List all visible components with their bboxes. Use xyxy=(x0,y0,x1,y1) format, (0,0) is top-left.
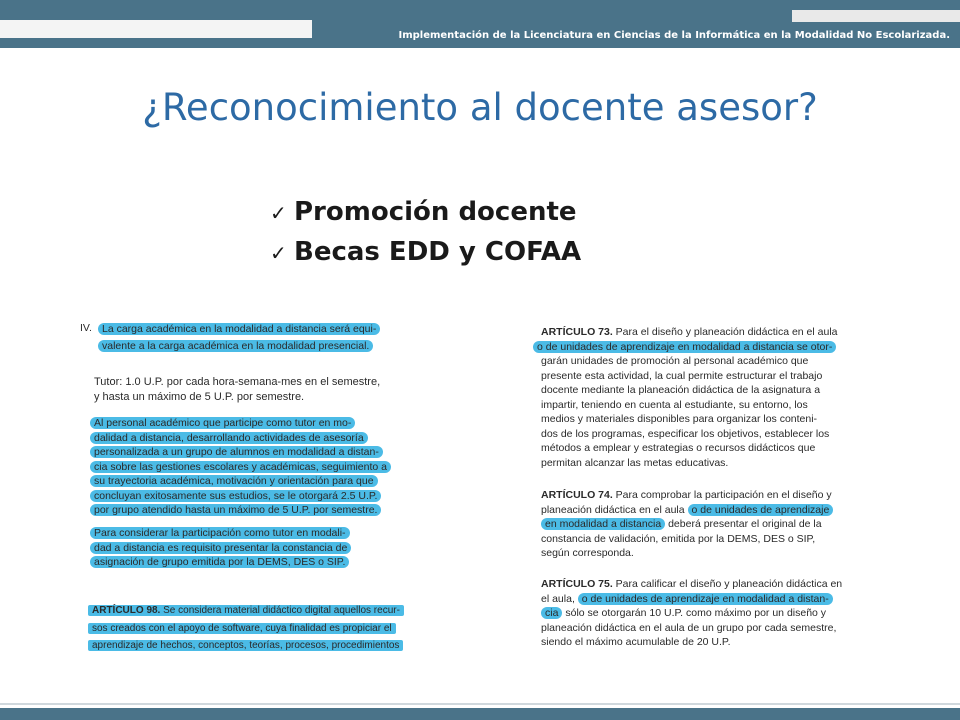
highlighted-line: personalizada a un grupo de alumnos en modalidad a distan- xyxy=(90,446,383,458)
footer-line xyxy=(0,703,960,705)
text-span: el aula, xyxy=(541,592,578,605)
highlighted-line: concluyan exitosamente sus estudios, se le otorgará 2.5 U.P. xyxy=(90,490,381,502)
text-line: permitan alcanzar las metas educativas. xyxy=(541,456,729,469)
highlighted-line: dalidad a distancia, desarrollando actividades de asesoría xyxy=(90,432,368,444)
text-span: Se considera material didáctico digital aquellos recur- xyxy=(160,605,400,616)
banner-accent-right xyxy=(792,10,960,22)
article-label: ARTÍCULO 74. xyxy=(541,489,613,501)
highlighted-line xyxy=(88,605,404,616)
article-label: ARTÍCULO 75. xyxy=(541,578,613,590)
highlighted-line: por grupo atendido hasta un máximo de 5 U.P. por semestre. xyxy=(90,504,381,516)
text-line: medios y materiales disponibles para organizar los conteni- xyxy=(541,413,818,425)
highlighted-line: cia sobre las gestiones escolares y académicas, seguimiento a xyxy=(90,461,391,473)
highlighted-span: cia xyxy=(541,607,562,619)
left-block-1 xyxy=(98,322,380,353)
highlighted-line: o de unidades de aprendizaje en modalidad a distancia se otor- xyxy=(533,341,836,353)
header-text: Implementación de la Licenciatura en Ciencias de la Informática en la Modalidad No Escolarizada. xyxy=(398,30,950,41)
highlighted-line: su trayectoria académica, motivación y orientación para que xyxy=(90,475,378,487)
roman-numeral: IV. xyxy=(80,322,92,334)
highlighted-line: La carga académica en la modalidad a distancia será equi- xyxy=(98,323,380,335)
text-span: planeación didáctica en el aula xyxy=(541,503,688,516)
footer-band xyxy=(0,708,960,720)
article-98 xyxy=(88,604,404,654)
article-75 xyxy=(541,577,842,650)
article-74 xyxy=(541,488,833,561)
text-line: métodos a emplear y estrategias o recursos didácticos que xyxy=(541,442,816,454)
text-span: Para calificar el diseño y planeación didáctica en xyxy=(612,578,843,590)
text-span: sólo se otorgarán 10 U.P. como máximo por un diseño y xyxy=(562,607,827,619)
slide-title: ¿Reconocimiento al docente asesor? xyxy=(142,86,818,129)
highlighted-line: Para considerar la participación como tutor en modali- xyxy=(90,527,350,539)
highlighted-line: asignación de grupo emitida por la DEMS, DES o SIP. xyxy=(90,556,349,568)
text-line: siendo el máximo acumulable de 20 U.P. xyxy=(541,636,731,648)
left-block-2 xyxy=(90,416,391,518)
text-line: constancia de validación, emitida por la DEMS, DES o SIP, xyxy=(541,532,816,545)
highlighted-line: valente a la carga académica en la modalidad presencial. xyxy=(98,340,373,352)
text-span: deberá presentar el original de la xyxy=(665,518,822,530)
highlighted-span: o de unidades de aprendizaje en modalidad a distan- xyxy=(578,593,833,605)
text-line: y hasta un máximo de 5 U.P. por semestre. xyxy=(94,390,305,403)
left-block-3 xyxy=(90,526,351,570)
text-line: presente esta actividad, la cual permite estructurar el trabajo xyxy=(541,369,823,382)
bullet-item xyxy=(270,192,581,232)
text-line: impartir, teniendo en cuenta al estudiante, su entorno, los xyxy=(541,398,808,411)
highlighted-line: sos creados con el apoyo de software, cuya finalidad es propiciar el xyxy=(88,623,396,634)
check-icon: ✓ xyxy=(270,241,287,265)
text-line: garán unidades de promoción al personal académico que xyxy=(541,355,809,367)
highlighted-line: dad a distancia es requisito presentar la constancia de xyxy=(90,542,351,554)
check-icon: ✓ xyxy=(270,201,287,225)
tutor-text xyxy=(94,375,380,404)
bullet-list xyxy=(270,192,581,272)
bullet-label: Becas EDD y COFAA xyxy=(294,237,582,267)
text-line: según corresponda. xyxy=(541,547,634,559)
banner-accent-left xyxy=(0,20,312,38)
bullet-item xyxy=(270,232,581,272)
bullet-label: Promoción docente xyxy=(294,197,577,227)
text-span: Para el diseño y planeación didáctica en el aula xyxy=(612,326,838,338)
article-label: ARTÍCULO 73. xyxy=(541,326,613,338)
text-span: Para comprobar la participación en el diseño y xyxy=(612,489,832,501)
highlighted-span: en modalidad a distancia xyxy=(541,518,665,530)
text-line: planeación didáctica en el aula de un grupo por cada semestre, xyxy=(541,621,837,634)
highlighted-span: o de unidades de aprendizaje xyxy=(688,504,834,516)
highlighted-line: aprendizaje de hechos, conceptos, teorías, procesos, procedimientos xyxy=(88,640,403,651)
article-label: ARTÍCULO 98. xyxy=(92,605,161,616)
text-line: Tutor: 1.0 U.P. por cada hora-semana-mes en el semestre, xyxy=(94,376,381,388)
article-73 xyxy=(537,325,838,470)
highlighted-line: Al personal académico que participe como tutor en mo- xyxy=(90,417,355,429)
text-line: docente mediante la planeación didáctica de la asignatura a xyxy=(541,384,821,396)
text-line: dos de los programas, especificar los objetivos, establecer los xyxy=(541,427,830,440)
